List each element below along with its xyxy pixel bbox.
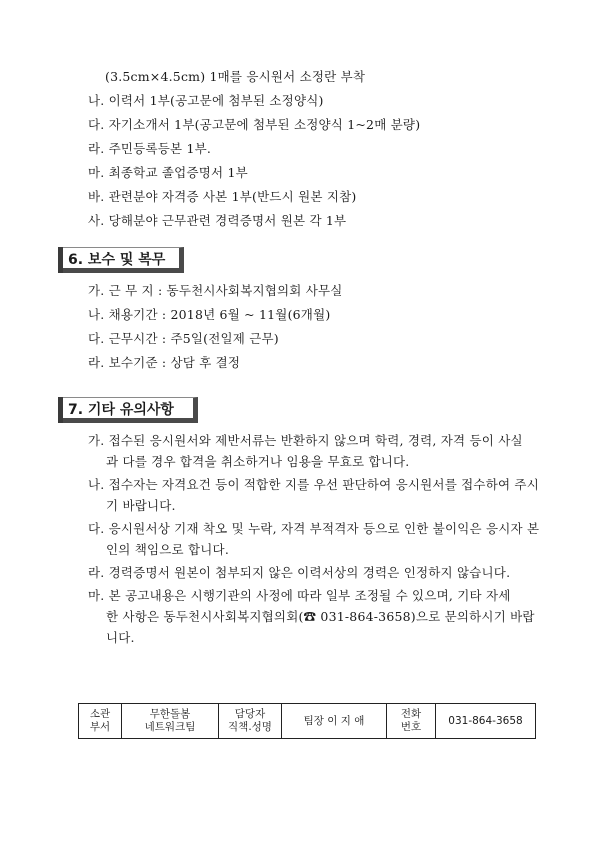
phone-label-bottom: 번호 [400,721,422,733]
notice-da-line-1: 다. 응시원서상 기재 착오 및 누락, 자격 부적격자 등으로 인한 불이익은 응시자 본 [88,521,540,536]
contact-footer-table [78,703,536,739]
phone-value-cell [436,704,536,739]
department-label-bottom: 부서 [89,721,111,733]
manager-label-bottom: 직책.성명 [228,721,272,733]
notice-na-line-2: 기 바랍니다. [106,498,176,513]
department-label-cell [79,704,122,739]
department-value-top: 무한돌봄 [149,708,191,720]
section-6-header [58,247,184,277]
self-intro-requirement: 다. 자기소개서 1부(공고문에 첨부된 소정양식 1~2매 분량) [88,117,421,132]
graduation-cert-requirement: 마. 최종학교 졸업증명서 1부 [88,165,248,180]
photo-requirement-line: (3.5cm×4.5cm) 1매를 응시원서 소정란 부착 [105,69,366,84]
notice-ma-line-2: 한 사항은 동두천시사회복지협의회(☎ 031-864-3658)으로 문의하시기 바랍 [106,609,535,624]
notice-ga-line-1: 가. 접수된 응시원서와 제반서류는 반환하지 않으며 학력, 경력, 자격 등이 사실 [88,433,523,448]
section-7-title: 7. 기타 유의사항 [68,402,174,418]
notice-na-line-1: 나. 접수자는 자격요건 등이 적합한 지를 우선 판단하여 응시원서를 접수하여 주시 [88,477,539,492]
notice-da-line-2: 인의 책임으로 합니다. [106,542,229,557]
resident-register-requirement: 라. 주민등록등본 1부. [88,141,212,156]
phone-label-cell [387,704,436,739]
notice-ra-line-1: 라. 경력증명서 원본이 첨부되지 않은 이력서상의 경력은 인정하지 않습니다. [88,565,511,580]
phone-number: 031-864-3658 [448,714,523,727]
manager-label-cell [219,704,282,739]
section-6-title: 6. 보수 및 복무 [68,252,166,268]
employment-period-item: 나. 채용기간 : 2018년 6월 ~ 11월(6개월) [88,307,331,322]
manager-value-cell [282,704,387,739]
resume-requirement: 나. 이력서 1부(공고문에 첨부된 소정양식) [88,93,324,108]
career-cert-requirement: 사. 당해분야 근무관련 경력증명서 원본 각 1부 [88,213,347,228]
phone-label-top: 전화 [400,708,422,720]
notice-ma-line-1: 마. 본 공고내용은 시행기관의 사정에 따라 일부 조정될 수 있으며, 기타 자세 [88,588,511,603]
work-location-item: 가. 근 무 지 : 동두천시사회복지협의회 사무실 [88,283,343,298]
department-value-cell [122,704,219,739]
notice-ga-line-2: 과 다를 경우 합격을 취소하거나 임용을 무효로 합니다. [106,454,410,469]
manager-name: 팀장 이 지 애 [303,714,365,727]
manager-label-top: 담당자 [234,708,266,720]
department-value-bottom: 네트워크팀 [144,721,196,733]
department-label-top: 소관 [89,708,111,720]
license-copy-requirement: 바. 관련분야 자격증 사본 1부(반드시 원본 지참) [88,189,357,204]
salary-item: 라. 보수기준 : 상담 후 결정 [88,355,241,370]
notice-ma-line-3: 니다. [106,630,135,645]
work-hours-item: 다. 근무시간 : 주5일(전일제 근무) [88,331,279,346]
section-7-header [58,397,198,427]
